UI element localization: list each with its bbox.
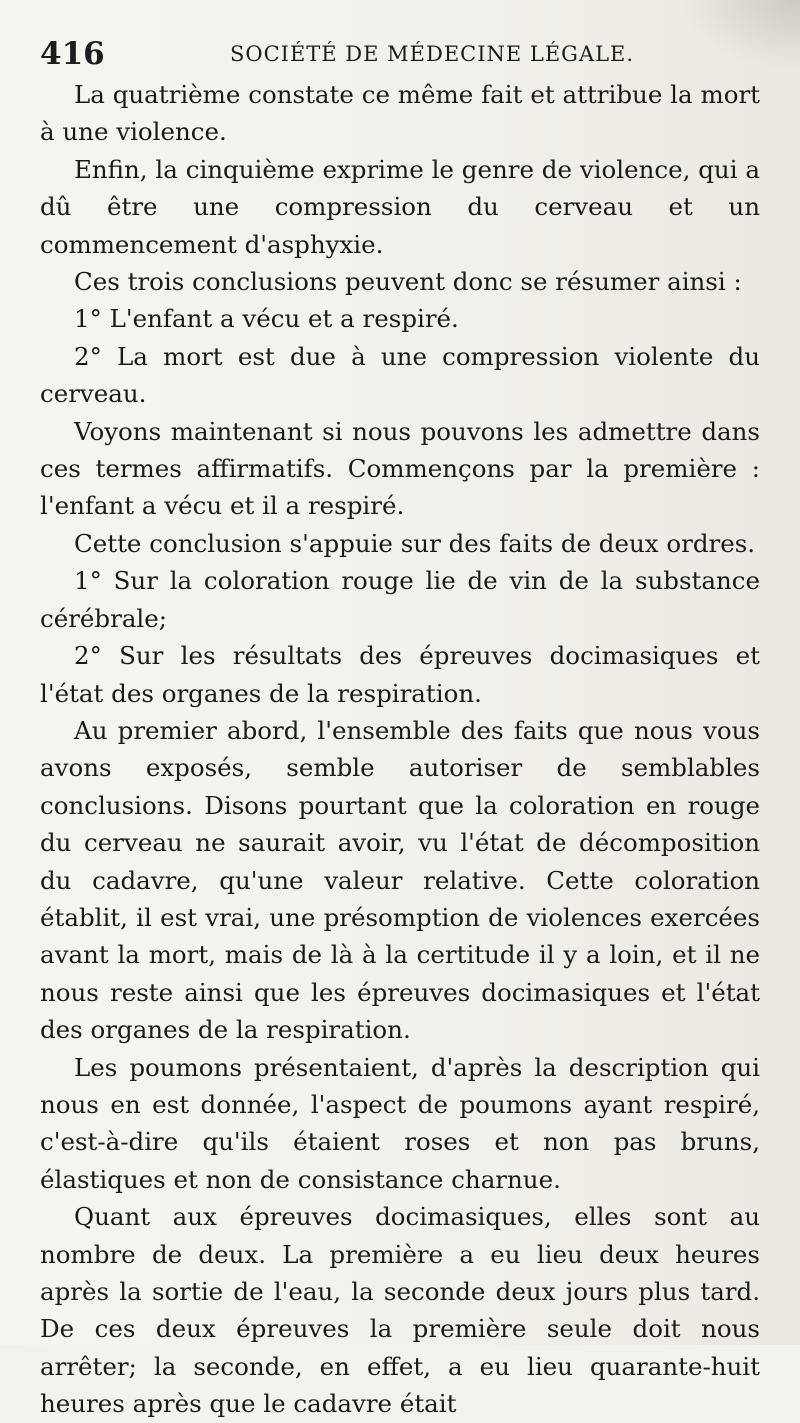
running-title: SOCIÉTÉ DE MÉDECINE LÉGALE.: [230, 42, 635, 66]
list-item: 2° Sur les résultats des épreuves docimasiques et l'état des organes de la respiration.: [40, 641, 760, 708]
body-text: [40, 76, 760, 1423]
paragraph: Quant aux épreuves docimasiques, elles sont au nombre de deux. La première a eu lieu deux heures après la sortie de l'eau, la seconde deux jours plus tard. De ces deux épreuves la première seule doit nous arrêter; la seconde, en effet, a eu lieu quarante-huit heures après que le cadavre était: [40, 1202, 760, 1419]
paragraph: Voyons maintenant si nous pouvons les admettre dans ces termes affirmatifs. Commençons par la première : l'enfant a vécu et il a respiré.: [40, 416, 760, 521]
page-header: [40, 36, 760, 76]
paragraph: Cette conclusion s'appuie sur des faits de deux ordres.: [74, 528, 756, 558]
paragraph: Au premier abord, l'ensemble des faits que nous vous avons exposés, semble autoriser de semblables conclusions. Disons pourtant que la coloration en rouge du cerveau ne saurait avoir, vu l'état de décomposition du cadavre, qu'une valeur relative. Cette coloration établit, il est vrai, une présomption de violences exercées avant la mort, mais de là à la certitude il y a loin, et il ne nous reste ainsi que les épreuves docimasiques et l'état des organes de la respiration.: [40, 715, 760, 1045]
list-item: 1° Sur la coloration rouge lie de vin de la substance cérébrale;: [40, 566, 760, 633]
list-item: 2° La mort est due à une compression violente du cerveau.: [40, 341, 760, 409]
page-number: 416: [40, 36, 105, 72]
paragraph: La quatrième constate ce même fait et attribue la mort à une violence.: [40, 80, 760, 147]
list-item: 1° L'enfant a vécu et a respiré.: [74, 304, 459, 334]
paragraph: Les poumons présentaient, d'après la description qui nous en est donnée, l'aspect de poumons ayant respiré, c'est-à-dire qu'ils étaient roses et non pas bruns, élastiques et non de consistance charnue.: [40, 1052, 760, 1194]
paragraph: Enfin, la cinquième exprime le genre de violence, qui a dû être une compression du cerveau et un commencement d'asphyxie.: [40, 154, 760, 259]
paragraph: Ces trois conclusions peuvent donc se résumer ainsi :: [74, 267, 742, 297]
